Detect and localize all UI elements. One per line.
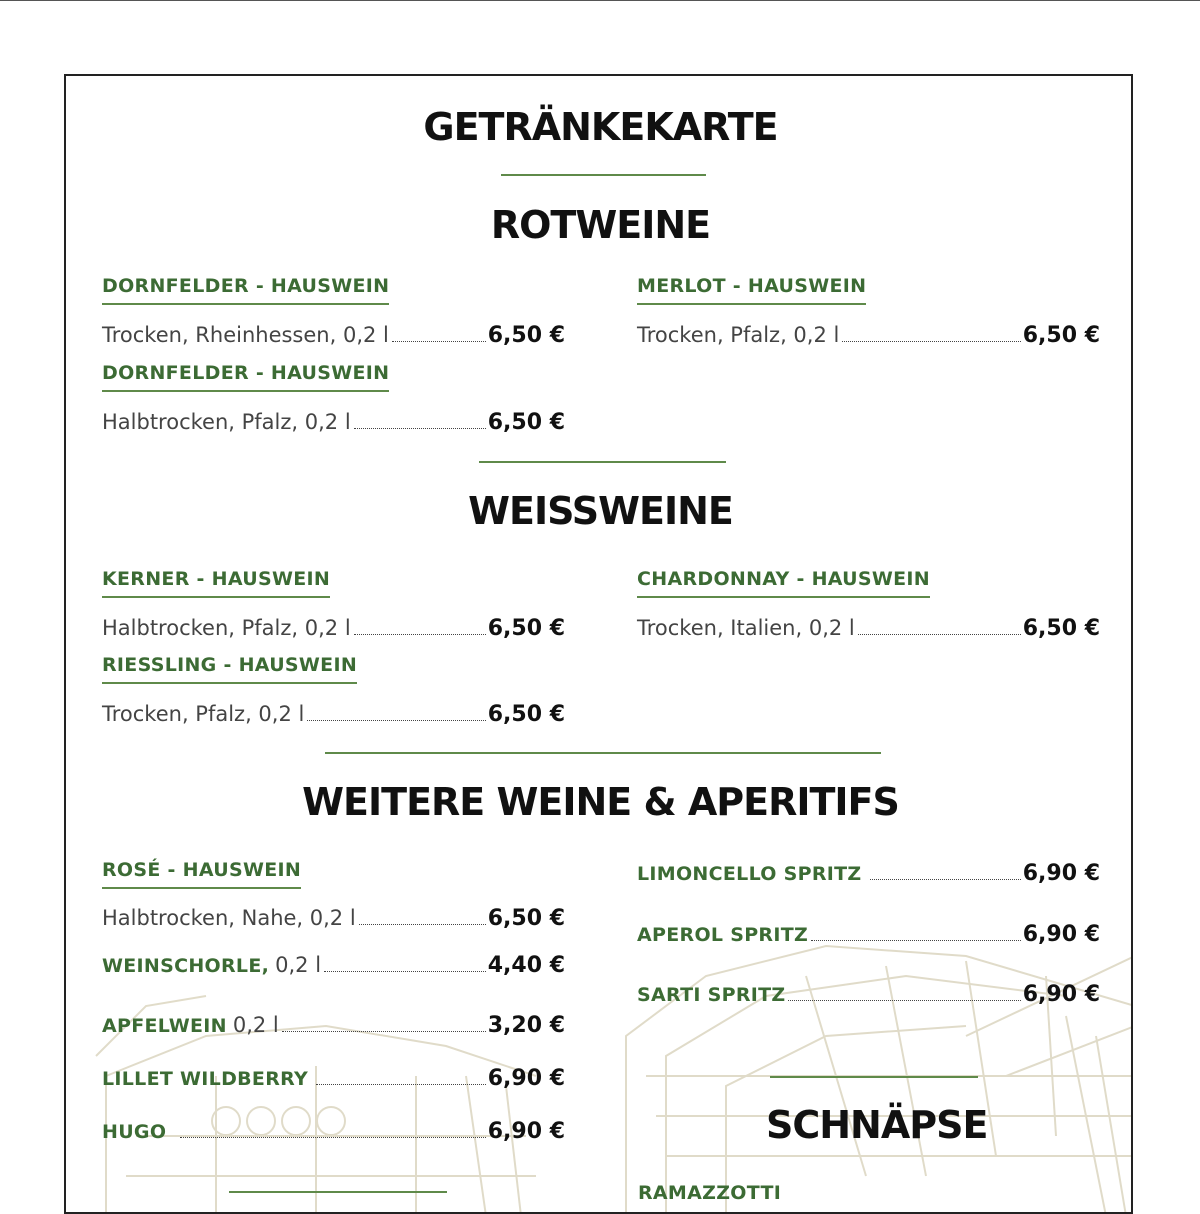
item-price: 6,50 €: [487, 906, 565, 931]
item-name: WEINSCHORLE,: [102, 955, 270, 977]
item-row-limoncello-spritz: [637, 861, 1100, 886]
item-title-merlot: MERLOT - HAUSWEIN: [637, 276, 866, 305]
item-price: 6,50 €: [487, 702, 565, 727]
section-heading-weissweine: WEISSWEINE: [468, 489, 733, 533]
dot-leader: [788, 999, 1020, 1001]
item-name: LIMONCELLO SPRITZ: [637, 863, 862, 885]
item-name: APFELWEIN: [102, 1015, 227, 1037]
divider-bottom: [229, 1191, 447, 1193]
section-heading-rotweine: ROTWEINE: [490, 203, 711, 247]
divider-schnaepse: [770, 1076, 978, 1078]
item-row-apfelwein: [102, 1013, 565, 1038]
item-row-dornfelder-halbtrocken: [102, 410, 565, 435]
item-description: Trocken, Pfalz, 0,2 l: [102, 702, 305, 726]
dot-leader: [316, 1083, 486, 1085]
item-row-hugo: [102, 1119, 565, 1144]
item-price: 6,50 €: [1022, 323, 1100, 348]
item-price: 6,90 €: [487, 1119, 565, 1144]
dot-leader: [180, 1136, 485, 1138]
item-row-kerner: [102, 616, 565, 641]
dot-leader: [354, 633, 486, 635]
dot-leader: [324, 970, 486, 972]
item-row-merlot: [637, 323, 1100, 348]
item-price: 6,50 €: [487, 410, 565, 435]
menu-card: [64, 74, 1133, 1214]
item-title-dornfelder-trocken: DORNFELDER - HAUSWEIN: [102, 276, 389, 305]
item-title-riessling: RIESSLING - HAUSWEIN: [102, 655, 357, 684]
item-name: SARTI SPRITZ: [637, 984, 786, 1006]
section-heading-schnaepse: SCHNÄPSE: [766, 1103, 988, 1147]
item-price: 6,90 €: [1022, 982, 1100, 1007]
item-title-dornfelder-halbtrocken: DORNFELDER - HAUSWEIN: [102, 363, 389, 392]
item-description: Halbtrocken, Nahe, 0,2 l: [102, 906, 356, 930]
item-row-sarti-spritz: [637, 982, 1100, 1007]
item-description: Trocken, Pfalz, 0,2 l: [637, 323, 840, 347]
dot-leader: [811, 939, 1021, 941]
item-price: 6,50 €: [1022, 616, 1100, 641]
item-description: Trocken, Italien, 0,2 l: [637, 616, 855, 640]
item-description: Halbtrocken, Pfalz, 0,2 l: [102, 616, 351, 640]
divider-rotweine: [479, 461, 726, 463]
item-title-kerner: KERNER - HAUSWEIN: [102, 569, 330, 598]
item-title-rose: ROSÉ - HAUSWEIN: [102, 860, 301, 889]
dot-leader: [870, 878, 1021, 880]
item-name: HUGO: [102, 1121, 167, 1143]
item-price: 6,50 €: [487, 323, 565, 348]
dot-leader: [842, 340, 1020, 342]
item-row-weinschorle: [102, 953, 565, 978]
dot-leader: [307, 719, 485, 721]
dot-leader: [354, 427, 486, 429]
item-description: Halbtrocken, Pfalz, 0,2 l: [102, 410, 351, 434]
dot-leader: [858, 633, 1021, 635]
dot-leader: [392, 340, 486, 342]
divider-title: [501, 174, 706, 176]
item-volume: 0,2 l: [232, 1013, 279, 1037]
item-row-chardonnay: [637, 616, 1100, 641]
item-price: 6,50 €: [487, 616, 565, 641]
item-price: 4,40 €: [487, 953, 565, 978]
item-row-rose: [102, 906, 565, 931]
divider-weissweine: [325, 752, 881, 754]
top-edge-line: [0, 0, 1200, 1]
item-price: 3,20 €: [487, 1013, 565, 1038]
item-name: LILLET WILDBERRY: [102, 1068, 309, 1090]
item-price: 6,90 €: [1022, 861, 1100, 886]
item-name: APEROL SPRITZ: [637, 924, 809, 946]
item-row-aperol-spritz: [637, 922, 1100, 947]
item-row-riessling: [102, 702, 565, 727]
page-title: GETRÄNKEKARTE: [423, 105, 778, 149]
item-row-lillet-wildberry: [102, 1066, 565, 1091]
item-description: Trocken, Rheinhessen, 0,2 l: [102, 323, 389, 347]
dot-leader: [359, 923, 486, 925]
item-row-dornfelder-trocken: [102, 323, 565, 348]
section-heading-weitere-weine: WEITERE WEINE & APERITIFS: [302, 780, 899, 824]
item-volume: 0,2 l: [275, 953, 322, 977]
item-title-chardonnay: CHARDONNAY - HAUSWEIN: [637, 569, 930, 598]
item-price: 6,90 €: [1022, 922, 1100, 947]
item-price: 6,90 €: [487, 1066, 565, 1091]
item-name-ramazzotti: RAMAZZOTTI: [638, 1182, 782, 1204]
dot-leader: [282, 1030, 486, 1032]
